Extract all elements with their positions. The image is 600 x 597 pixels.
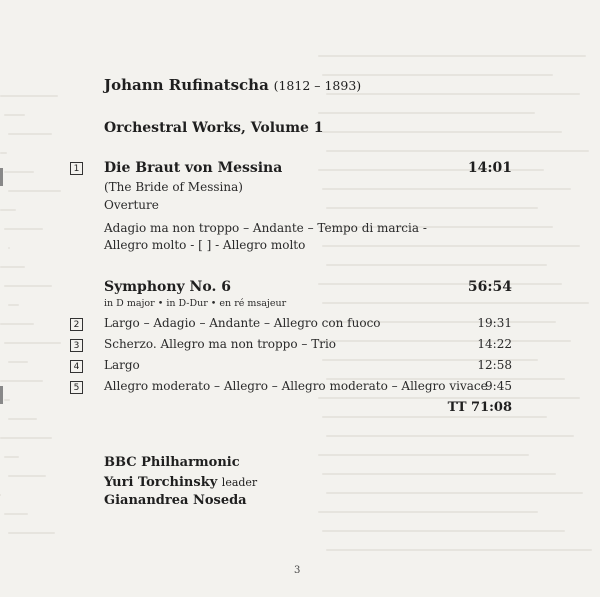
bleed-through-line bbox=[8, 475, 46, 477]
leader-name: Yuri Torchinsky bbox=[104, 475, 218, 490]
movement-title: Largo bbox=[104, 358, 140, 372]
bleed-through-line bbox=[0, 95, 58, 97]
bleed-through-line bbox=[326, 492, 583, 494]
symphony-key: in D major • in D-Dur • en ré msajeur bbox=[104, 298, 287, 309]
total-time: TT 71:08 bbox=[447, 400, 512, 415]
movement-duration: 12:58 bbox=[477, 358, 512, 372]
bleed-through-line bbox=[326, 264, 547, 266]
bleed-through-line bbox=[8, 133, 52, 135]
bleed-through-line bbox=[4, 456, 19, 458]
bleed-through-line bbox=[8, 361, 28, 363]
track-number: 2 bbox=[70, 318, 83, 331]
bleed-through-line bbox=[322, 245, 580, 247]
page-edge-mark bbox=[0, 386, 3, 404]
tempo-line: Allegro molto - [ ] - Allegro molto bbox=[104, 238, 306, 252]
work-title: Die Braut von Messina bbox=[104, 160, 283, 176]
movement-title: Largo – Adagio – Andante – Allegro con fuoco bbox=[104, 316, 381, 330]
bleed-through-line bbox=[4, 513, 28, 515]
bleed-through-line bbox=[0, 323, 34, 325]
movement-title: Allegro moderato – Allegro – Allegro moderato – Allegro vivace bbox=[104, 379, 488, 393]
bleed-through-line bbox=[0, 152, 7, 154]
bleed-through-line bbox=[8, 418, 37, 420]
volume-title: Orchestral Works, Volume 1 bbox=[104, 120, 324, 136]
bleed-through-line bbox=[318, 454, 529, 456]
orchestra-name: BBC Philharmonic bbox=[104, 455, 240, 470]
leader-credit bbox=[104, 475, 257, 490]
bleed-through-line bbox=[0, 209, 16, 211]
movement-duration: 19:31 bbox=[477, 316, 512, 330]
bleed-through-line bbox=[4, 399, 10, 401]
conductor-name: Gianandrea Noseda bbox=[104, 493, 247, 508]
composer-name: Johann Rufinatscha bbox=[104, 76, 269, 94]
bleed-through-line bbox=[318, 397, 580, 399]
work-form: Overture bbox=[104, 198, 159, 212]
bleed-through-line bbox=[4, 228, 43, 230]
bleed-through-line bbox=[322, 302, 589, 304]
bleed-through-line bbox=[326, 207, 538, 209]
bleed-through-line bbox=[8, 532, 55, 534]
page-edge-mark bbox=[0, 168, 3, 186]
bleed-through-line bbox=[0, 494, 1, 496]
bleed-through-line bbox=[318, 55, 586, 57]
bleed-through-line bbox=[4, 114, 25, 116]
work-subtitle: (The Bride of Messina) bbox=[104, 180, 243, 194]
track-number: 1 bbox=[70, 162, 83, 175]
movement-title: Scherzo. Allegro ma non troppo – Trio bbox=[104, 337, 337, 351]
bleed-through-line bbox=[4, 285, 52, 287]
bleed-through-line bbox=[318, 340, 571, 342]
bleed-through-left bbox=[0, 95, 62, 565]
leader-role: leader bbox=[221, 476, 258, 489]
bleed-through-line bbox=[4, 171, 34, 173]
track-number: 4 bbox=[70, 360, 83, 373]
bleed-through-line bbox=[322, 131, 562, 133]
bleed-through-line bbox=[326, 435, 574, 437]
bleed-through-line bbox=[318, 511, 538, 513]
bleed-through-line bbox=[8, 247, 10, 249]
bleed-through-right bbox=[318, 55, 600, 575]
bleed-through-line bbox=[322, 530, 565, 532]
bleed-through-line bbox=[0, 437, 52, 439]
bleed-through-line bbox=[326, 150, 589, 152]
movement-duration: 9:45 bbox=[485, 379, 512, 393]
track-number: 5 bbox=[70, 381, 83, 394]
track-number: 3 bbox=[70, 339, 83, 352]
bleed-through-line bbox=[318, 112, 535, 114]
bleed-through-line bbox=[8, 304, 19, 306]
symphony-duration: 56:54 bbox=[467, 279, 512, 295]
tempo-line: Adagio ma non troppo – Andante – Tempo di marcia - bbox=[104, 221, 427, 235]
bleed-through-line bbox=[322, 473, 556, 475]
movement-duration: 14:22 bbox=[477, 337, 512, 351]
symphony-title: Symphony No. 6 bbox=[104, 279, 231, 295]
composer-heading bbox=[104, 76, 361, 94]
bleed-through-line bbox=[318, 283, 562, 285]
bleed-through-line bbox=[322, 416, 547, 418]
work-duration: 14:01 bbox=[467, 160, 512, 176]
bleed-through-line bbox=[326, 549, 592, 551]
composer-dates: (1812 – 1893) bbox=[273, 78, 362, 93]
bleed-through-line bbox=[0, 380, 43, 382]
bleed-through-line bbox=[326, 93, 580, 95]
page-number: 3 bbox=[294, 565, 301, 576]
bleed-through-line bbox=[4, 342, 61, 344]
bleed-through-line bbox=[8, 190, 61, 192]
bleed-through-line bbox=[322, 188, 571, 190]
bleed-through-line bbox=[0, 266, 25, 268]
